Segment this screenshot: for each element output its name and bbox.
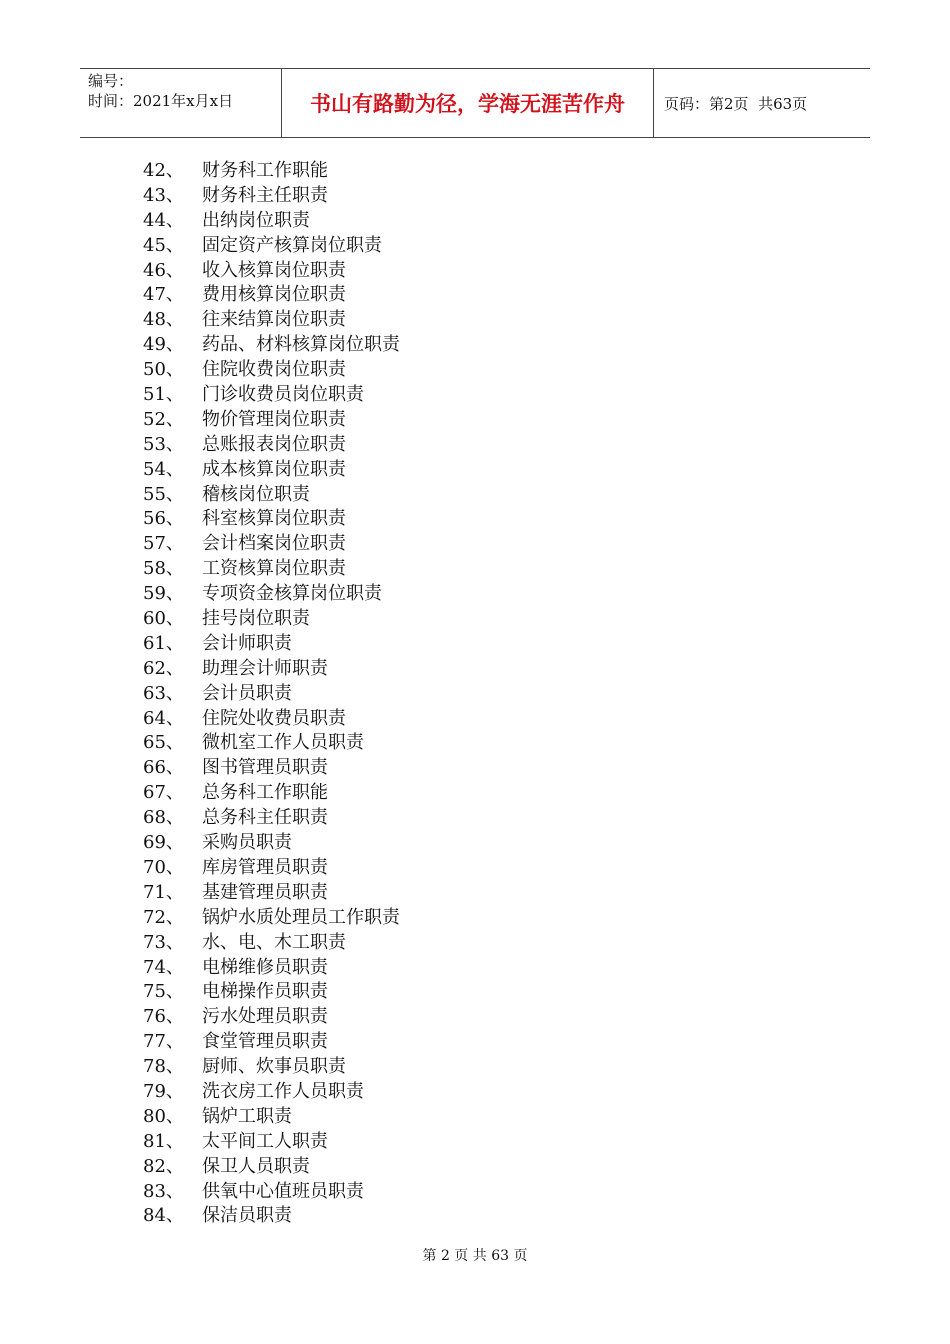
- toc-item-number: 70、: [143, 856, 184, 878]
- toc-item-number: 50、: [143, 359, 184, 381]
- toc-item: [0, 1055, 950, 1080]
- toc-item: [0, 557, 950, 582]
- toc-item: [0, 632, 950, 657]
- toc-item-number: 73、: [143, 931, 184, 953]
- toc-item: [0, 731, 950, 756]
- toc-item-title: 微机室工作人员职责: [202, 732, 364, 754]
- toc-item-title: 总务科主任职责: [202, 807, 328, 829]
- toc-item-number: 66、: [143, 757, 184, 779]
- toc-item-number: 69、: [143, 832, 184, 854]
- toc-item-number: 78、: [143, 1056, 184, 1078]
- toc-item-title: 成本核算岗位职责: [202, 458, 346, 480]
- toc-item: [0, 781, 950, 806]
- toc-item: [0, 408, 950, 433]
- toc-item-number: 68、: [143, 807, 184, 829]
- toc-item-title: 保洁员职责: [202, 1205, 292, 1227]
- toc-item-title: 费用核算岗位职责: [202, 284, 346, 306]
- toc-item-number: 71、: [143, 881, 184, 903]
- toc-item-title: 总账报表岗位职责: [202, 433, 346, 455]
- toc-item-title: 往来结算岗位职责: [202, 309, 346, 331]
- toc-item: [0, 980, 950, 1005]
- toc-item-number: 54、: [143, 458, 184, 480]
- toc-item-number: 59、: [143, 583, 184, 605]
- toc-item-number: 75、: [143, 981, 184, 1003]
- toc-item: [0, 383, 950, 408]
- toc-item-title: 水、电、木工职责: [202, 931, 346, 953]
- toc-item-number: 42、: [143, 160, 184, 181]
- toc-item-title: 电梯操作员职责: [202, 981, 328, 1003]
- toc-item: [0, 1155, 950, 1180]
- page-info: 页码：第2页 共63页: [664, 94, 808, 113]
- motto: 书山有路勤为径，学海无涯苦作舟: [310, 91, 625, 116]
- toc-item-number: 67、: [143, 782, 184, 804]
- toc-item-number: 76、: [143, 1006, 184, 1028]
- toc-item-number: 56、: [143, 508, 184, 530]
- toc-item-title: 锅炉工职责: [202, 1105, 292, 1127]
- toc-item-number: 51、: [143, 384, 184, 406]
- toc-item-number: 72、: [143, 906, 184, 928]
- page-header: [80, 68, 870, 138]
- toc-item: [0, 358, 950, 383]
- toc-item-number: 61、: [143, 632, 184, 654]
- toc-item: [0, 283, 950, 308]
- toc-item-title: 财务科工作职能: [202, 160, 328, 181]
- toc-item-title: 总务科工作职能: [202, 782, 328, 804]
- toc-item: [0, 1204, 950, 1229]
- toc-item: [0, 881, 950, 906]
- toc-item-number: 79、: [143, 1080, 184, 1102]
- toc-item: [0, 906, 950, 931]
- header-meta: [80, 69, 282, 137]
- toc-item-title: 稽核岗位职责: [202, 483, 310, 505]
- toc-item: [0, 682, 950, 707]
- toc-item: [0, 657, 950, 682]
- toc-item: [0, 1130, 950, 1155]
- header-page-cell: [654, 69, 870, 137]
- toc-item-title: 采购员职责: [202, 832, 292, 854]
- toc-item-title: 库房管理员职责: [202, 856, 328, 878]
- number-label: 编号：: [88, 72, 134, 90]
- toc-item: [0, 308, 950, 333]
- toc-item: [0, 856, 950, 881]
- toc-item: [0, 931, 950, 956]
- toc-item: [0, 582, 950, 607]
- toc-item-title: 洗衣房工作人员职责: [202, 1080, 364, 1102]
- toc-item-number: 60、: [143, 608, 184, 630]
- toc-item-number: 63、: [143, 682, 184, 704]
- toc-item-number: 44、: [143, 209, 184, 231]
- toc-item-title: 锅炉水质处理员工作职责: [202, 906, 400, 928]
- toc-item-number: 83、: [143, 1180, 184, 1202]
- toc-item-title: 会计师职责: [202, 632, 292, 654]
- toc-item-number: 49、: [143, 334, 184, 356]
- toc-item-title: 住院处收费员职责: [202, 707, 346, 729]
- toc-item: [0, 1030, 950, 1055]
- toc-item-number: 43、: [143, 184, 184, 206]
- header-motto-cell: [282, 69, 654, 137]
- toc-item-number: 45、: [143, 234, 184, 256]
- toc-item-title: 食堂管理员职责: [202, 1031, 328, 1053]
- toc-item: [0, 956, 950, 981]
- toc-item: [0, 806, 950, 831]
- toc-item: [0, 607, 950, 632]
- toc-item: [0, 1080, 950, 1105]
- toc-item: [0, 1105, 950, 1130]
- toc-item-number: 65、: [143, 732, 184, 754]
- toc-item-title: 保卫人员职责: [202, 1155, 310, 1177]
- toc-item-title: 污水处理员职责: [202, 1006, 328, 1028]
- toc-item: [0, 532, 950, 557]
- toc-item-title: 太平间工人职责: [202, 1130, 328, 1152]
- toc-item-number: 64、: [143, 707, 184, 729]
- toc-item: [0, 831, 950, 856]
- toc-item: [0, 483, 950, 508]
- toc-item-number: 53、: [143, 433, 184, 455]
- toc-item-title: 厨师、炊事员职责: [202, 1056, 346, 1078]
- toc-item-number: 81、: [143, 1130, 184, 1152]
- page-footer: [0, 1245, 950, 1265]
- toc-item-number: 48、: [143, 309, 184, 331]
- toc-item-title: 药品、材料核算岗位职责: [202, 334, 400, 356]
- toc-item: [0, 707, 950, 732]
- toc-item: [0, 209, 950, 234]
- toc-item: [0, 458, 950, 483]
- toc-item-number: 47、: [143, 284, 184, 306]
- time-label: 时间：2021年x月x日: [88, 92, 234, 110]
- toc-item: [0, 184, 950, 209]
- toc-item-title: 收入核算岗位职责: [202, 259, 346, 281]
- toc-item: [0, 507, 950, 532]
- toc-item-number: 77、: [143, 1031, 184, 1053]
- toc-item: [0, 1180, 950, 1205]
- toc-item-title: 图书管理员职责: [202, 757, 328, 779]
- toc-item-number: 84、: [143, 1205, 184, 1227]
- toc-item-title: 会计员职责: [202, 682, 292, 704]
- toc-item-title: 电梯维修员职责: [202, 956, 328, 978]
- toc-item-title: 门诊收费员岗位职责: [202, 384, 364, 406]
- toc-item-number: 46、: [143, 259, 184, 281]
- toc-item-title: 住院收费岗位职责: [202, 359, 346, 381]
- toc-item-title: 专项资金核算岗位职责: [202, 583, 382, 605]
- toc-item: [0, 433, 950, 458]
- toc-item-title: 基建管理员职责: [202, 881, 328, 903]
- toc-item-number: 62、: [143, 657, 184, 679]
- toc-item: [0, 259, 950, 284]
- toc-item-title: 固定资产核算岗位职责: [202, 234, 382, 256]
- toc-item-title: 助理会计师职责: [202, 657, 328, 679]
- toc-item-number: 74、: [143, 956, 184, 978]
- toc-item-title: 物价管理岗位职责: [202, 408, 346, 430]
- toc-item: [0, 234, 950, 259]
- toc-item: [0, 1005, 950, 1030]
- toc-item-number: 52、: [143, 408, 184, 430]
- toc-item-number: 80、: [143, 1105, 184, 1127]
- toc-item: [0, 159, 950, 184]
- toc-item-number: 58、: [143, 558, 184, 580]
- toc-item-number: 55、: [143, 483, 184, 505]
- toc-item: [0, 756, 950, 781]
- table-of-contents: [0, 159, 950, 1229]
- toc-item-title: 科室核算岗位职责: [202, 508, 346, 530]
- toc-item-title: 会计档案岗位职责: [202, 533, 346, 555]
- footer-page-number: 第 2 页 共 63 页: [422, 1248, 528, 1264]
- toc-item-title: 供氧中心值班员职责: [202, 1180, 364, 1202]
- toc-item-number: 82、: [143, 1155, 184, 1177]
- toc-item-title: 工资核算岗位职责: [202, 558, 346, 580]
- toc-item-title: 挂号岗位职责: [202, 608, 310, 630]
- toc-item-title: 出纳岗位职责: [202, 209, 310, 231]
- toc-item-title: 财务科主任职责: [202, 184, 328, 206]
- toc-item-number: 57、: [143, 533, 184, 555]
- toc-item: [0, 333, 950, 358]
